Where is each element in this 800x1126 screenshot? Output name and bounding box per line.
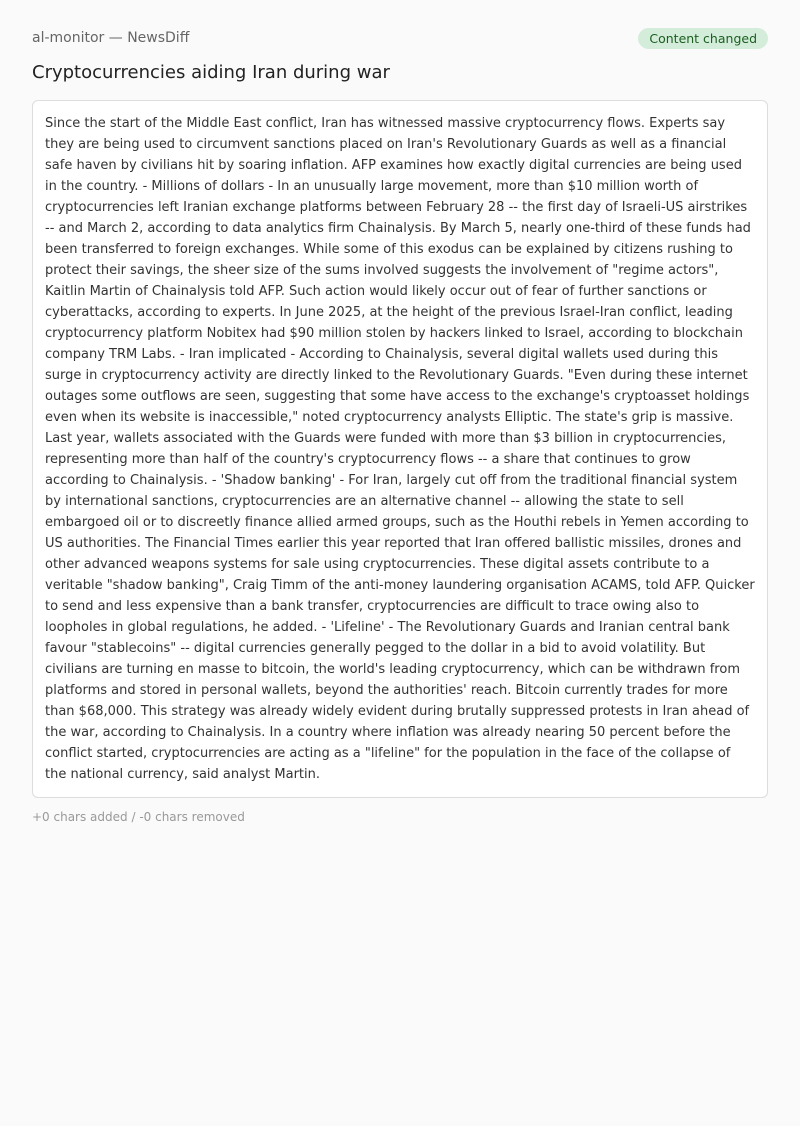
article-body: Since the start of the Middle East conflict, Iran has witnessed massive cryptocurrency flows. Experts say they are being used to circumvent sanctions placed on Iran's Revolutionary Guards as well as a financial safe haven by civilians hit by soaring inflation. AFP examines how exactly digital currencies are being used in the country. - Millions of dollars - In an unusually large movement, more than $10 million worth of cryptocurrencies left Iranian exchange platforms between February 28 -- the first day of Israeli-US airstrikes -- and March 2, according to data analytics firm Chainalysis. By March 5, nearly one-third of these funds had been transferred to foreign exchanges. While some of this exodus can be explained by citizens rushing to protect their savings, the sheer size of the sums involved suggests the involvement of "regime actors", Kaitlin Martin of Chainalysis told AFP. Such action would likely occur out of fear of further sanctions or cyberattacks, according to experts. In June 2025, at the height of the previous Israel-Iran conflict, leading cryptocurrency platform Nobitex had $90 million stolen by hackers linked to Israel, according to blockchain company TRM Labs. - Iran implicated - According to Chainalysis, several digital wallets used during this surge in cryptocurrency activity are directly linked to the Revolutionary Guards. "Even during these internet outages some outflows are seen, suggesting that some have access to the exchange's cryptoasset holdings even when its website is inaccessible," noted cryptocurrency analysts Elliptic. The state's grip is massive. Last year, wallets associated with the Guards were funded with more than $3 billion in cryptocurrencies, representing more than half of the country's cryptocurrency flows -- a share that continues to grow according to Chainalysis. - 'Shadow banking' - For Iran, largely cut off from the traditional financial system by international sanctions, cryptocurrencies are an alternative channel -- allowing the state to sell embargoed oil or to discreetly finance allied armed groups, such as the Houthi rebels in Yemen according to US authorities. The Financial Times earlier this year reported that Iran offered ballistic missiles, drones and other advanced weapons systems for sale using cryptocurrencies. These digital assets contribute to a veritable "shadow banking", Craig Timm of the anti-money laundering organisation ACAMS, told AFP. Quicker to send and less expensive than a bank transfer, cryptocurrencies are difficult to trace owing also to loopholes in global regulations, he added. - 'Lifeline' - The Revolutionary Guards and Iranian central bank favour "stablecoins" -- digital currencies generally pegged to the dollar in a bid to avoid volatility. But civilians are turning en masse to bitcoin, the world's leading cryptocurrency, which can be withdrawn from platforms and stored in personal wallets, beyond the authorities' reach. Bitcoin currently trades for more than $68,000. This strategy was already widely evident during brutally suppressed protests in Iran ahead of the war, according to Chainalysis. In a country where inflation was already nearing 50 percent before the conflict started, cryptocurrencies are acting as a "lifeline" for the population in the face of the collapse of the national currency, said analyst Martin. [45, 116, 755, 782]
article-card [32, 100, 768, 798]
status-badge: Content changed [638, 28, 768, 49]
diff-stats: +0 chars added / -0 chars removed [32, 810, 245, 824]
header-bar [32, 28, 768, 48]
article-title: Cryptocurrencies aiding Iran during war [32, 62, 390, 83]
source-label: al-monitor — NewsDiff [32, 30, 190, 46]
